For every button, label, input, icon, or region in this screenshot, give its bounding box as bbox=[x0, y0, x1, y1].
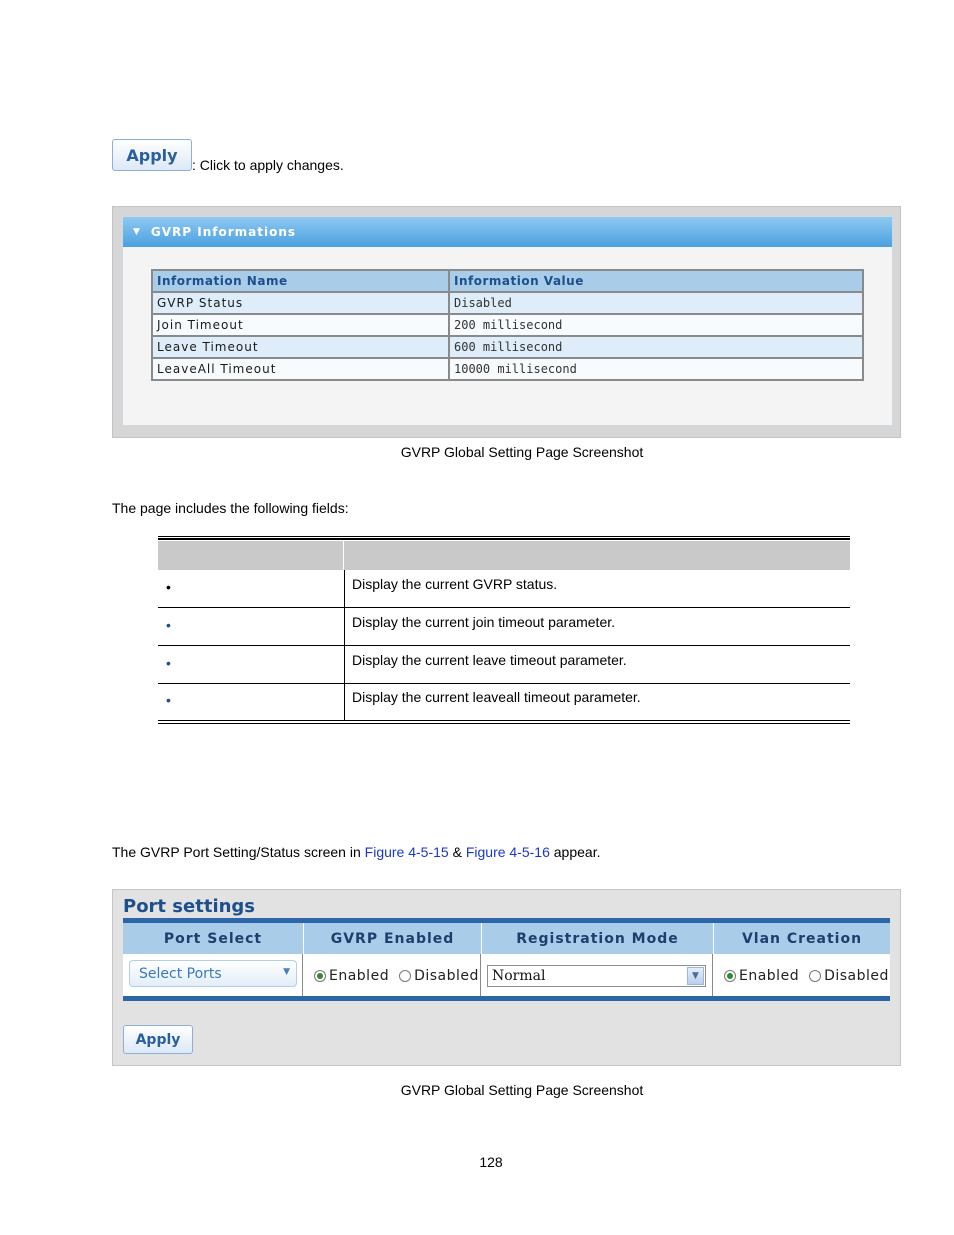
gvrp-enabled-radio-group bbox=[314, 968, 479, 984]
fields-table-header bbox=[158, 541, 850, 570]
table-row bbox=[152, 336, 863, 358]
gvrp-info-table bbox=[151, 269, 864, 381]
info-name-cell: LeaveAll Timeout bbox=[152, 358, 449, 380]
bullet: • bbox=[166, 692, 171, 708]
port-intro-text: appear. bbox=[549, 844, 601, 860]
fields-table-top-rule bbox=[158, 536, 850, 540]
column-header-vlan-creation: Vlan Creation bbox=[713, 923, 890, 954]
vlan-creation-disabled-radio[interactable] bbox=[809, 970, 821, 982]
vlan-creation-enabled-radio[interactable] bbox=[724, 970, 736, 982]
bullet: • bbox=[166, 655, 171, 671]
table-row bbox=[152, 358, 863, 380]
page-number: 128 bbox=[479, 1154, 503, 1170]
column-header-information-name: Information Name bbox=[152, 270, 449, 292]
gvrp-enabled-radio[interactable] bbox=[314, 970, 326, 982]
registration-mode-value: Normal bbox=[492, 968, 546, 984]
info-name-cell: Join Timeout bbox=[152, 314, 449, 336]
figure-link-4-5-15[interactable]: Figure 4-5-15 bbox=[364, 844, 449, 860]
gvrp-disabled-label: Disabled bbox=[414, 968, 479, 984]
port-apply-button[interactable]: Apply bbox=[123, 1025, 193, 1054]
info-value-cell: 600 millisecond bbox=[449, 336, 863, 358]
chevron-down-icon: ▼ bbox=[687, 967, 704, 985]
gvrp-disabled-radio[interactable] bbox=[399, 970, 411, 982]
port-intro-text: The GVRP Port Setting/Status screen in bbox=[112, 844, 365, 860]
gvrp-info-header[interactable] bbox=[123, 217, 892, 247]
bullet: • bbox=[166, 617, 171, 633]
vlan-creation-disabled-label: Disabled bbox=[824, 968, 889, 984]
vlan-creation-enabled-label: Enabled bbox=[739, 968, 800, 984]
fields-table-bottom-rule bbox=[158, 720, 850, 724]
info-name-cell: GVRP Status bbox=[152, 292, 449, 314]
table-row bbox=[152, 292, 863, 314]
select-ports-label: Select Ports bbox=[139, 965, 222, 982]
gvrp-info-title: GVRP Informations bbox=[150, 225, 297, 239]
port-settings-title: Port settings bbox=[123, 896, 256, 917]
apply-button-illustration[interactable]: Apply bbox=[112, 139, 192, 171]
registration-mode-select[interactable] bbox=[487, 965, 706, 987]
table-row bbox=[158, 570, 850, 608]
field-description: Display the current join timeout parameter. bbox=[352, 614, 616, 630]
table-row bbox=[158, 646, 850, 684]
table-row bbox=[152, 314, 863, 336]
field-description: Display the current leave timeout parameter. bbox=[352, 652, 627, 668]
column-header-registration-mode: Registration Mode bbox=[481, 923, 713, 954]
select-ports-dropdown[interactable] bbox=[129, 960, 297, 987]
field-description: Display the current leaveall timeout parameter. bbox=[352, 689, 641, 705]
port-intro bbox=[112, 844, 600, 860]
bullet: • bbox=[166, 579, 171, 595]
info-value-cell: Disabled bbox=[449, 292, 863, 314]
figure-caption-1: GVRP Global Setting Page Screenshot bbox=[400, 444, 644, 460]
table-row bbox=[158, 608, 850, 646]
table-row bbox=[158, 683, 850, 720]
vlan-creation-radio-group bbox=[724, 968, 889, 984]
column-header-gvrp-enabled: GVRP Enabled bbox=[303, 923, 481, 954]
info-value-cell: 10000 millisecond bbox=[449, 358, 863, 380]
chevron-down-icon: ▼ bbox=[283, 967, 290, 977]
port-table-bottom-bar bbox=[123, 996, 890, 1001]
gvrp-enabled-label: Enabled bbox=[329, 968, 390, 984]
collapse-triangle-icon: ▼ bbox=[133, 227, 141, 237]
field-description: Display the current GVRP status. bbox=[352, 576, 558, 592]
column-header-port-select: Port Select bbox=[123, 923, 303, 954]
info-value-cell: 200 millisecond bbox=[449, 314, 863, 336]
column-header-information-value: Information Value bbox=[449, 270, 863, 292]
fields-intro: The page includes the following fields: bbox=[112, 500, 349, 516]
figure-caption-2: GVRP Global Setting Page Screenshot bbox=[400, 1082, 644, 1098]
figure-link-4-5-16[interactable]: Figure 4-5-16 bbox=[465, 844, 550, 860]
info-name-cell: Leave Timeout bbox=[152, 336, 449, 358]
apply-description: : Click to apply changes. bbox=[192, 157, 344, 173]
port-intro-text: & bbox=[448, 844, 466, 860]
